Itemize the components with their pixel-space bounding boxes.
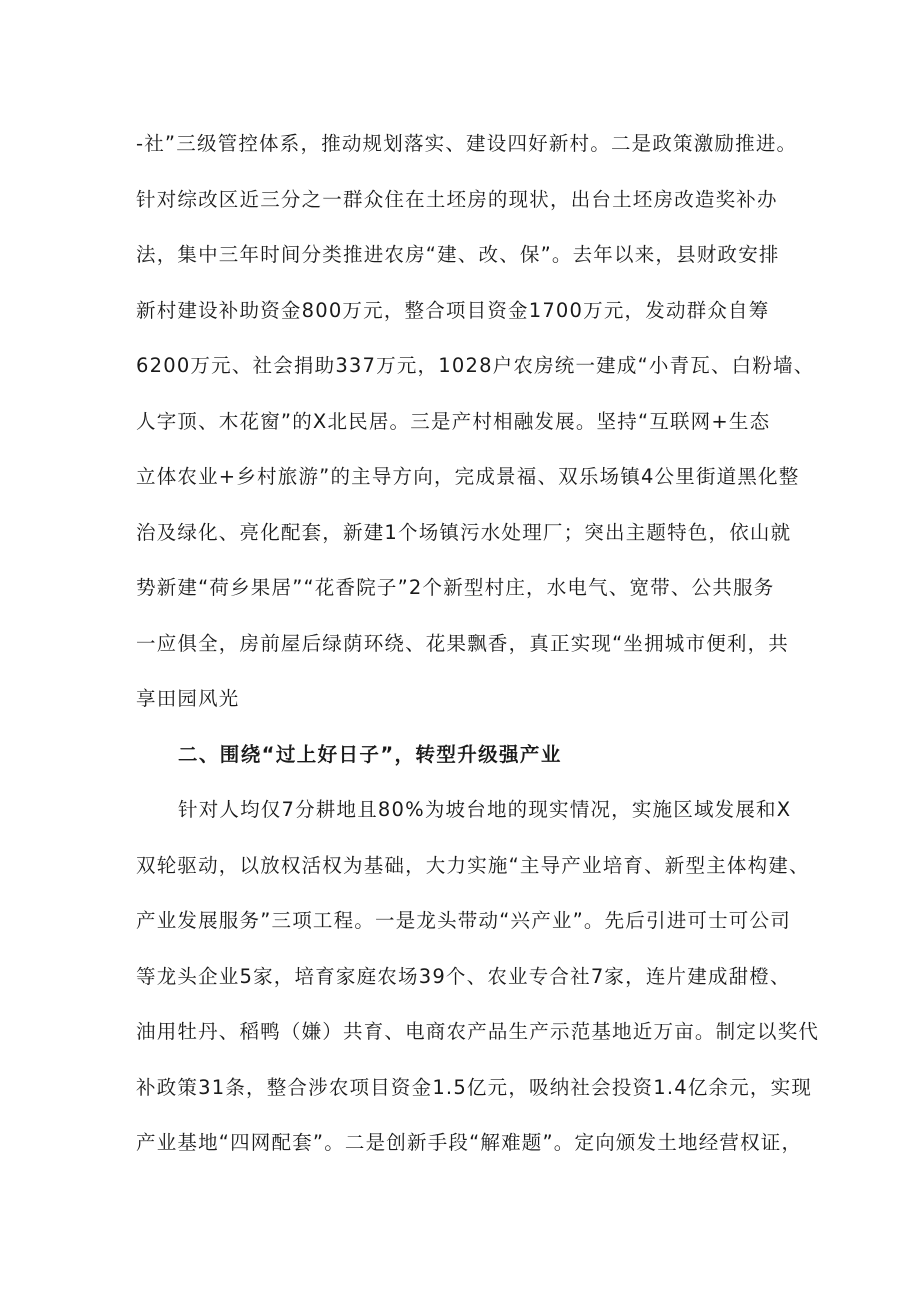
paragraph-line: 法，集中三年时间分类推进农房“建、改、保”。去年以来，县财政安排 <box>136 243 780 266</box>
paragraph-line: 人字顶、木花窗”的X北民居。三是产村相融发展。坚持“互联网+生态 <box>136 410 771 433</box>
paragraph-line: 产业发展服务”三项工程。一是龙头带动“兴产业”。先后引进可士可公司 <box>136 909 791 932</box>
paragraph-line: 针对人均仅7分耕地且80%为坡台地的现实情况，实施区域发展和X <box>178 798 792 821</box>
section-heading: 二、围绕“过上好日子”，转型升级强产业 <box>178 743 562 766</box>
paragraph-line: 针对综改区近三分之一群众住在土坯房的现状，出台土坯房改造奖补办 <box>136 188 778 211</box>
paragraph-line: 等龙头企业5家，培育家庭农场39个、农业专合社7家，连片建成甜橙、 <box>136 965 791 988</box>
paragraph-line: 势新建“荷乡果居”“花香院子”2个新型村庄，水电气、宽带、公共服务 <box>136 576 775 599</box>
paragraph-line: 双轮驱动，以放权活权为基础，大力实施“主导产业培育、新型主体构建、 <box>136 854 810 877</box>
paragraph-line: 立体农业+乡村旅游”的主导方向，完成景福、双乐场镇4公里街道黑化整 <box>136 465 800 488</box>
paragraph-line: 油用牡丹、稻鸭（嫌）共育、电商农产品生产示范基地近万亩。制定以奖代 <box>136 1020 820 1043</box>
paragraph-line: 享田园风光 <box>136 687 240 710</box>
paragraph-line: 治及绿化、亮化配套，新建1个场镇污水处理厂；突出主题特色，依山就 <box>136 521 792 544</box>
paragraph-line: 新村建设补助资金800万元，整合项目资金1700万元，发动群众自筹 <box>136 299 770 322</box>
paragraph-line: 一应俱全，房前屋后绿荫环绕、花果飘香，真正实现“坐拥城市便利，共 <box>136 632 790 655</box>
paragraph-line: -社”三级管控体系，推动规划落实、建设四好新村。二是政策激励推进。 <box>136 132 798 155</box>
paragraph-line: 6200万元、社会捐助337万元，1028户农房统一建成“小青瓦、白粉墙、 <box>136 354 815 377</box>
paragraph-line: 补政策31条，整合涉农项目资金1.5亿元，吸纳社会投资1.4亿余元，实现 <box>136 1076 813 1099</box>
paragraph-line: 产业基地“四网配套”。二是创新手段“解难题”。定向颁发土地经营权证， <box>136 1131 803 1154</box>
